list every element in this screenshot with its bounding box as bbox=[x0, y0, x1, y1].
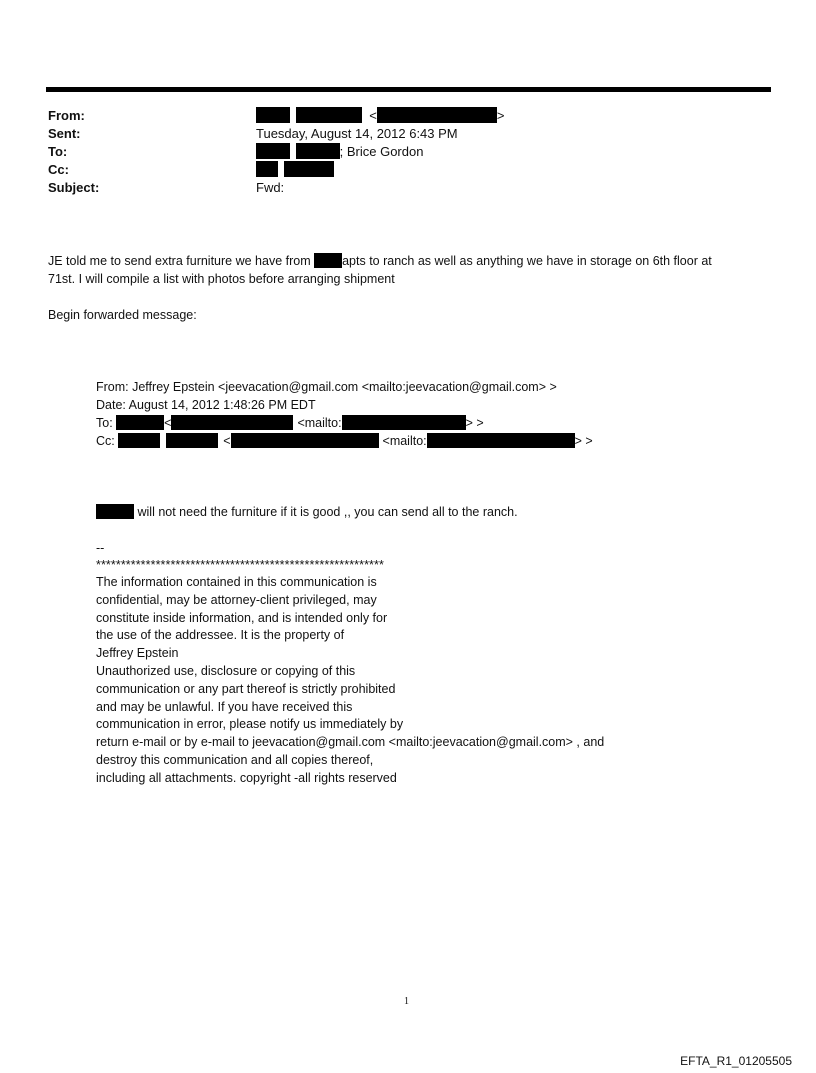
disclaimer-line: confidential, may be attorney-client privileged, may bbox=[96, 592, 377, 607]
header-rule bbox=[46, 87, 771, 92]
redaction-block bbox=[118, 433, 160, 448]
fwd-cc-line: Cc: < <mailto: > > bbox=[96, 434, 593, 448]
subject-value: Fwd: bbox=[256, 180, 285, 195]
redaction-block bbox=[296, 107, 362, 123]
redaction-block bbox=[284, 161, 334, 177]
disclaimer-line: The information contained in this communication is bbox=[96, 575, 377, 589]
disclaimer-line: destroy this communication and all copies thereof, bbox=[96, 752, 374, 767]
disclaimer-line: and may be unlawful. If you have received this bbox=[96, 699, 353, 714]
from-label: From: bbox=[48, 108, 85, 123]
redaction-block bbox=[377, 107, 497, 123]
page-number: 1 bbox=[404, 996, 409, 1007]
redaction-block bbox=[342, 415, 466, 430]
body-line-1: JE told me to send extra furniture we have from apts to ranch as well as anything we have in storage on 6th floor at bbox=[48, 254, 712, 268]
redaction-block bbox=[171, 415, 293, 430]
sent-value: Tuesday, August 14, 2012 6:43 PM bbox=[256, 126, 458, 141]
cc-label: Cc: bbox=[48, 162, 69, 177]
disclaimer bbox=[96, 574, 604, 788]
fwd-date-line: Date: August 14, 2012 1:48:26 PM EDT bbox=[96, 398, 316, 412]
cc-value bbox=[256, 161, 334, 179]
to-label: To: bbox=[48, 144, 68, 159]
disclaimer-line: communication in error, please notify us immediately by bbox=[96, 717, 404, 732]
redaction-block bbox=[256, 107, 290, 123]
redaction-block bbox=[96, 504, 134, 519]
disclaimer-line: communication or any part thereof is strictly prohibited bbox=[96, 681, 396, 696]
disclaimer-line: Jeffrey Epstein bbox=[96, 646, 179, 661]
redaction-block bbox=[256, 161, 278, 177]
redaction-block bbox=[427, 433, 575, 448]
disclaimer-line: Unauthorized use, disclosure or copying of this bbox=[96, 663, 356, 678]
fwd-to-line: To: < <mailto: > > bbox=[96, 416, 484, 430]
redaction-block bbox=[296, 143, 340, 159]
disclaimer-line: including all attachments. copyright -all rights reserved bbox=[96, 770, 397, 785]
from-value: < > bbox=[256, 107, 504, 125]
disclaimer-line: constitute inside information, and is intended only for bbox=[96, 610, 388, 625]
signature-stars: ********************************************************** bbox=[96, 558, 384, 572]
redaction-block bbox=[256, 143, 290, 159]
to-value: ; Brice Gordon bbox=[256, 143, 423, 161]
subject-label: Subject: bbox=[48, 180, 100, 195]
fwd-from-line: From: Jeffrey Epstein <jeevacation@gmail.com <mailto:jeevacation@gmail.com> > bbox=[96, 380, 557, 394]
signature-dash: -- bbox=[96, 541, 105, 555]
bates-number: EFTA_R1_01205505 bbox=[680, 1054, 792, 1068]
disclaimer-line: the use of the addressee. It is the property of bbox=[96, 628, 345, 643]
redaction-block bbox=[314, 253, 342, 268]
redaction-block bbox=[116, 415, 164, 430]
sent-label: Sent: bbox=[48, 126, 81, 141]
redaction-block bbox=[166, 433, 218, 448]
begin-forwarded: Begin forwarded message: bbox=[48, 308, 197, 322]
redaction-block bbox=[231, 433, 379, 448]
fwd-message: will not need the furniture if it is good ,, you can send all to the ranch. bbox=[96, 503, 518, 521]
body-line-2: 71st. I will compile a list with photos before arranging shipment bbox=[48, 272, 395, 286]
disclaimer-line: return e-mail or by e-mail to jeevacation@gmail.com <mailto:jeevacation@gmail.com> , and bbox=[96, 735, 605, 750]
